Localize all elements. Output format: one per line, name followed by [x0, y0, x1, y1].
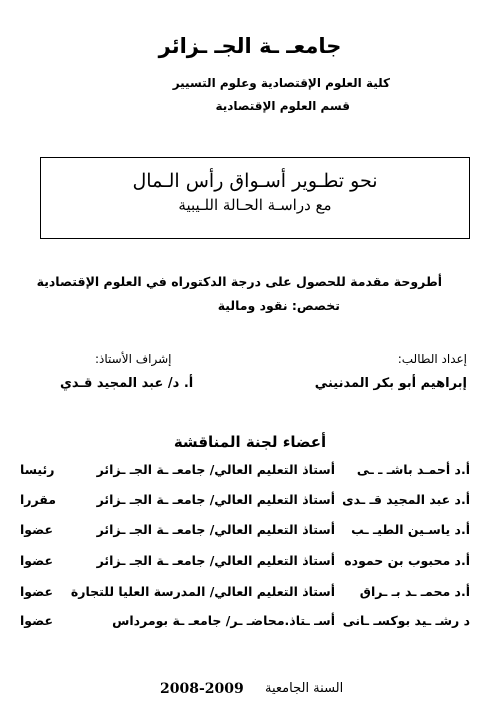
member-name: أ.د عبد المجيد قـ ـدى [342, 492, 470, 507]
committee-row [0, 553, 500, 575]
supervisor-name: أ. د/ عبد المجيد قـدي [60, 376, 194, 391]
member-name: أ.د محمـ ـد بـ ـراق [359, 584, 470, 599]
member-role: مقررا [20, 492, 56, 507]
member-name: أ.د ياسـين الطيـ ـب [351, 522, 470, 537]
thesis-title-main: نحو تطـوير أسـواق رأس الـمال [132, 170, 378, 192]
member-position: أستاذ التعليم العالي/ جامعـ ـة الجـ ـزائر [96, 522, 335, 537]
member-name: أ.د محبوب بن حموده [344, 553, 470, 568]
committee-title: أعضاء لجنة المناقشة [173, 433, 327, 451]
academic-year-label: السنة الجامعية [265, 681, 344, 696]
department-name: قسم العلوم الإقتصادية [215, 99, 350, 113]
academic-year: 2008-2009 [160, 681, 244, 697]
thesis-description: أطروحة مقدمة للحصول على درجة الدكتوراه في العلوم الإقتصادية [36, 274, 442, 289]
specialization: تخصص: نقود ومالية [217, 298, 340, 313]
member-role: عضوا [20, 522, 53, 537]
committee-row [0, 492, 500, 514]
member-name: د رشـ ـيد بوكسـ ـانى [342, 613, 470, 628]
committee-row [0, 584, 500, 606]
member-role: عضوا [20, 553, 53, 568]
committee-row [0, 522, 500, 544]
thesis-title-box [40, 157, 470, 239]
committee-row [0, 462, 500, 484]
member-role: عضوا [20, 584, 53, 599]
university-name: جامعـ ـة الجـ ـزائر [158, 34, 342, 58]
student-label: إعداد الطالب: [397, 352, 467, 366]
student-name: إبراهيم أبو بكر المدنيني [314, 376, 467, 391]
committee-row [0, 613, 500, 635]
member-name: أ.د أحمـد باشـ ـ ـى [356, 462, 470, 477]
member-position: أستاذ التعليم العالي/ المدرسة العليا للتجارة [70, 584, 335, 599]
thesis-title-sub: مع دراسـة الحـالة اللـيبية [178, 196, 332, 214]
member-role: رئيسا [20, 462, 55, 477]
supervisor-label: إشراف الأستاذ: [95, 352, 172, 366]
member-role: عضوا [20, 613, 53, 628]
member-position: أستاذ التعليم العالي/ جامعـ ـة الجـ ـزائر [96, 492, 335, 507]
member-position: أستاذ التعليم العالي/ جامعـ ـة الجـ ـزائر [96, 553, 335, 568]
faculty-name: كلية العلوم الإقتصادية وعلوم التسيير [172, 76, 390, 90]
member-position: أسـ ـتاذ.محاضـ ـر/ جامعـ ـة بومرداس [112, 613, 335, 628]
member-position: أستاذ التعليم العالي/ جامعـ ـة الجـ ـزائر [96, 462, 335, 477]
